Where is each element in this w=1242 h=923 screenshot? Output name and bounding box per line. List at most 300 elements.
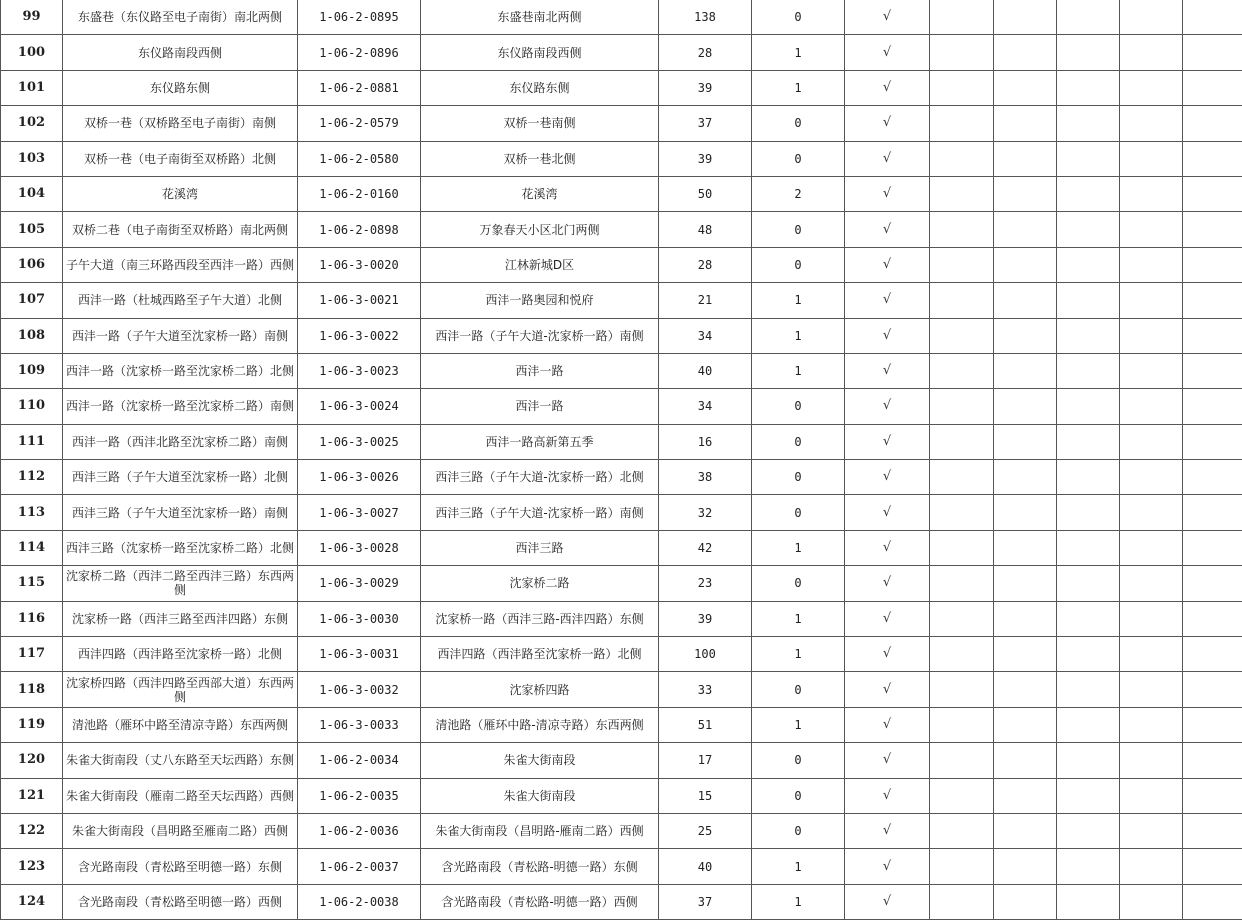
location-cell: 花溪湾: [421, 176, 659, 211]
value-cell: 1: [752, 601, 845, 636]
empty-cell: [1120, 35, 1183, 70]
empty-cell: [930, 283, 994, 318]
empty-cell: [1057, 424, 1120, 459]
check-mark-cell: √: [845, 318, 930, 353]
code-cell: 1-06-2-0580: [298, 141, 421, 176]
code-cell: 1-06-2-0898: [298, 212, 421, 247]
code-cell: 1-06-3-0032: [298, 672, 421, 707]
code-cell: 1-06-2-0160: [298, 176, 421, 211]
code-cell: 1-06-3-0029: [298, 566, 421, 601]
location-cell: 双桥一巷南侧: [421, 106, 659, 141]
value-cell: 1: [752, 637, 845, 672]
empty-cell: [1120, 353, 1183, 388]
location-cell: 含光路南段（青松路-明德一路）东侧: [421, 849, 659, 884]
check-mark-cell: √: [845, 424, 930, 459]
check-mark-cell: √: [845, 707, 930, 742]
empty-cell: [1120, 176, 1183, 211]
road-section-cell: 沈家桥二路（西沣二路至西沣三路）东西两侧: [63, 566, 298, 601]
empty-cell: [994, 778, 1057, 813]
road-section-cell: 含光路南段（青松路至明德一路）西侧: [63, 884, 298, 919]
road-section-cell: 朱雀大街南段（昌明路至雁南二路）西侧: [63, 813, 298, 848]
row-number-cell: 123: [1, 849, 63, 884]
count-cell: 15: [659, 778, 752, 813]
empty-cell: [1183, 0, 1242, 35]
empty-cell: [1057, 849, 1120, 884]
road-section-cell: 东盛巷（东仪路至电子南街）南北两侧: [63, 0, 298, 35]
value-cell: 0: [752, 212, 845, 247]
code-cell: 1-06-3-0033: [298, 707, 421, 742]
table-row: [1, 176, 1242, 211]
row-number-cell: 114: [1, 530, 63, 565]
road-section-cell: 沈家桥四路（西沣四路至西部大道）东西两侧: [63, 672, 298, 707]
value-cell: 1: [752, 707, 845, 742]
location-cell: 沈家桥一路（西沣三路-西沣四路）东侧: [421, 601, 659, 636]
empty-cell: [1057, 70, 1120, 105]
value-cell: 0: [752, 247, 845, 282]
empty-cell: [1183, 849, 1242, 884]
empty-cell: [930, 0, 994, 35]
road-section-cell: 西沣一路（沈家桥一路至沈家桥二路）南侧: [63, 389, 298, 424]
check-mark-cell: √: [845, 212, 930, 247]
empty-cell: [930, 743, 994, 778]
code-cell: 1-06-2-0896: [298, 35, 421, 70]
count-cell: 40: [659, 353, 752, 388]
empty-cell: [1120, 106, 1183, 141]
empty-cell: [930, 212, 994, 247]
table-row: [1, 601, 1242, 636]
check-mark-cell: √: [845, 566, 930, 601]
row-number-cell: 106: [1, 247, 63, 282]
location-cell: 西沣三路: [421, 530, 659, 565]
empty-cell: [994, 707, 1057, 742]
table-row: [1, 389, 1242, 424]
empty-cell: [1183, 176, 1242, 211]
location-cell: 朱雀大街南段: [421, 743, 659, 778]
row-number-cell: 115: [1, 566, 63, 601]
empty-cell: [1183, 637, 1242, 672]
code-cell: 1-06-3-0026: [298, 460, 421, 495]
table-row: [1, 884, 1242, 919]
empty-cell: [1183, 813, 1242, 848]
empty-cell: [1183, 212, 1242, 247]
value-cell: 1: [752, 849, 845, 884]
table-row: [1, 672, 1242, 707]
row-number-cell: 105: [1, 212, 63, 247]
empty-cell: [1120, 813, 1183, 848]
check-mark-cell: √: [845, 813, 930, 848]
table-row: [1, 212, 1242, 247]
empty-cell: [1057, 707, 1120, 742]
empty-cell: [994, 353, 1057, 388]
code-cell: 1-06-3-0022: [298, 318, 421, 353]
empty-cell: [1057, 141, 1120, 176]
table-body: [1, 0, 1242, 920]
empty-cell: [994, 106, 1057, 141]
row-number-cell: 101: [1, 70, 63, 105]
empty-cell: [1120, 743, 1183, 778]
location-cell: 东盛巷南北两侧: [421, 0, 659, 35]
table-row: [1, 530, 1242, 565]
empty-cell: [1057, 637, 1120, 672]
count-cell: 28: [659, 35, 752, 70]
check-mark-cell: √: [845, 672, 930, 707]
empty-cell: [1120, 70, 1183, 105]
empty-cell: [1120, 601, 1183, 636]
table-row: [1, 495, 1242, 530]
road-section-cell: 清池路（雁环中路至清凉寺路）东西两侧: [63, 707, 298, 742]
check-mark-cell: √: [845, 70, 930, 105]
count-cell: 37: [659, 884, 752, 919]
location-cell: 沈家桥四路: [421, 672, 659, 707]
value-cell: 0: [752, 389, 845, 424]
empty-cell: [994, 813, 1057, 848]
code-cell: 1-06-2-0579: [298, 106, 421, 141]
table-row: [1, 35, 1242, 70]
empty-cell: [930, 813, 994, 848]
empty-cell: [994, 35, 1057, 70]
road-section-cell: 双桥二巷（电子南街至双桥路）南北两侧: [63, 212, 298, 247]
count-cell: 25: [659, 813, 752, 848]
empty-cell: [1057, 247, 1120, 282]
row-number-cell: 109: [1, 353, 63, 388]
empty-cell: [994, 672, 1057, 707]
table-row: [1, 247, 1242, 282]
row-number-cell: 108: [1, 318, 63, 353]
location-cell: 万象春天小区北门两侧: [421, 212, 659, 247]
empty-cell: [1183, 35, 1242, 70]
empty-cell: [1057, 672, 1120, 707]
count-cell: 50: [659, 176, 752, 211]
empty-cell: [994, 389, 1057, 424]
empty-cell: [994, 0, 1057, 35]
code-cell: 1-06-3-0020: [298, 247, 421, 282]
check-mark-cell: √: [845, 0, 930, 35]
empty-cell: [1183, 601, 1242, 636]
location-cell: 双桥一巷北侧: [421, 141, 659, 176]
road-section-cell: 西沣一路（西沣北路至沈家桥二路）南侧: [63, 424, 298, 459]
check-mark-cell: √: [845, 141, 930, 176]
row-number-cell: 107: [1, 283, 63, 318]
empty-cell: [1183, 283, 1242, 318]
check-mark-cell: √: [845, 849, 930, 884]
empty-cell: [1057, 283, 1120, 318]
count-cell: 42: [659, 530, 752, 565]
value-cell: 0: [752, 813, 845, 848]
empty-cell: [994, 566, 1057, 601]
empty-cell: [994, 70, 1057, 105]
value-cell: 1: [752, 884, 845, 919]
count-cell: 34: [659, 318, 752, 353]
code-cell: 1-06-3-0031: [298, 637, 421, 672]
empty-cell: [930, 247, 994, 282]
check-mark-cell: √: [845, 35, 930, 70]
code-cell: 1-06-2-0881: [298, 70, 421, 105]
empty-cell: [930, 707, 994, 742]
check-mark-cell: √: [845, 353, 930, 388]
empty-cell: [1120, 672, 1183, 707]
empty-cell: [1120, 707, 1183, 742]
count-cell: 28: [659, 247, 752, 282]
road-section-cell: 西沣三路（沈家桥一路至沈家桥二路）北侧: [63, 530, 298, 565]
empty-cell: [930, 106, 994, 141]
empty-cell: [930, 884, 994, 919]
row-number-cell: 124: [1, 884, 63, 919]
table-row: [1, 460, 1242, 495]
row-number-cell: 102: [1, 106, 63, 141]
empty-cell: [1120, 424, 1183, 459]
check-mark-cell: √: [845, 495, 930, 530]
empty-cell: [1120, 849, 1183, 884]
empty-cell: [1120, 530, 1183, 565]
empty-cell: [994, 176, 1057, 211]
road-section-cell: 东仪路南段西侧: [63, 35, 298, 70]
empty-cell: [994, 212, 1057, 247]
empty-cell: [994, 849, 1057, 884]
road-section-cell: 沈家桥一路（西沣三路至西沣四路）东侧: [63, 601, 298, 636]
count-cell: 33: [659, 672, 752, 707]
count-cell: 37: [659, 106, 752, 141]
empty-cell: [994, 283, 1057, 318]
empty-cell: [994, 460, 1057, 495]
value-cell: 1: [752, 353, 845, 388]
empty-cell: [1057, 176, 1120, 211]
code-cell: 1-06-3-0024: [298, 389, 421, 424]
empty-cell: [1120, 283, 1183, 318]
code-cell: 1-06-2-0037: [298, 849, 421, 884]
empty-cell: [1183, 530, 1242, 565]
code-cell: 1-06-2-0038: [298, 884, 421, 919]
count-cell: 16: [659, 424, 752, 459]
location-cell: 西沣三路（子午大道-沈家桥一路）北侧: [421, 460, 659, 495]
table-row: [1, 707, 1242, 742]
code-cell: 1-06-3-0030: [298, 601, 421, 636]
empty-cell: [930, 495, 994, 530]
empty-cell: [930, 70, 994, 105]
empty-cell: [930, 353, 994, 388]
value-cell: 0: [752, 460, 845, 495]
code-cell: 1-06-2-0895: [298, 0, 421, 35]
road-section-cell: 朱雀大街南段（雁南二路至天坛西路）西侧: [63, 778, 298, 813]
row-number-cell: 113: [1, 495, 63, 530]
empty-cell: [1057, 353, 1120, 388]
empty-cell: [930, 318, 994, 353]
empty-cell: [1183, 743, 1242, 778]
code-cell: 1-06-2-0035: [298, 778, 421, 813]
row-number-cell: 116: [1, 601, 63, 636]
road-section-cell: 西沣一路（杜城西路至子午大道）北侧: [63, 283, 298, 318]
road-section-cell: 西沣三路（子午大道至沈家桥一路）南侧: [63, 495, 298, 530]
count-cell: 100: [659, 637, 752, 672]
check-mark-cell: √: [845, 176, 930, 211]
table-row: [1, 283, 1242, 318]
code-cell: 1-06-3-0025: [298, 424, 421, 459]
empty-cell: [930, 637, 994, 672]
empty-cell: [930, 35, 994, 70]
count-cell: 39: [659, 141, 752, 176]
count-cell: 39: [659, 601, 752, 636]
count-cell: 23: [659, 566, 752, 601]
check-mark-cell: √: [845, 743, 930, 778]
check-mark-cell: √: [845, 247, 930, 282]
road-section-cell: 西沣三路（子午大道至沈家桥一路）北侧: [63, 460, 298, 495]
road-section-cell: 西沣一路（子午大道至沈家桥一路）南侧: [63, 318, 298, 353]
empty-cell: [1057, 318, 1120, 353]
empty-cell: [1183, 495, 1242, 530]
empty-cell: [1183, 353, 1242, 388]
empty-cell: [1120, 495, 1183, 530]
value-cell: 0: [752, 743, 845, 778]
empty-cell: [994, 424, 1057, 459]
empty-cell: [1120, 389, 1183, 424]
empty-cell: [994, 743, 1057, 778]
empty-cell: [1120, 778, 1183, 813]
count-cell: 17: [659, 743, 752, 778]
check-mark-cell: √: [845, 601, 930, 636]
table-row: [1, 566, 1242, 601]
empty-cell: [1057, 601, 1120, 636]
empty-cell: [1120, 247, 1183, 282]
empty-cell: [994, 495, 1057, 530]
row-number-cell: 120: [1, 743, 63, 778]
table-row: [1, 353, 1242, 388]
location-cell: 含光路南段（青松路-明德一路）西侧: [421, 884, 659, 919]
location-cell: 朱雀大街南段（昌明路-雁南二路）西侧: [421, 813, 659, 848]
row-number-cell: 117: [1, 637, 63, 672]
value-cell: 0: [752, 672, 845, 707]
empty-cell: [994, 318, 1057, 353]
empty-cell: [1057, 389, 1120, 424]
empty-cell: [930, 601, 994, 636]
empty-cell: [930, 849, 994, 884]
count-cell: 51: [659, 707, 752, 742]
row-number-cell: 99: [1, 0, 63, 35]
code-cell: 1-06-2-0036: [298, 813, 421, 848]
table-row: [1, 849, 1242, 884]
count-cell: 48: [659, 212, 752, 247]
empty-cell: [1183, 778, 1242, 813]
location-cell: 江林新城D区: [421, 247, 659, 282]
empty-cell: [1120, 566, 1183, 601]
table-row: [1, 778, 1242, 813]
value-cell: 0: [752, 566, 845, 601]
location-cell: 东仪路东侧: [421, 70, 659, 105]
location-cell: 西沣三路（子午大道-沈家桥一路）南侧: [421, 495, 659, 530]
row-number-cell: 111: [1, 424, 63, 459]
code-cell: 1-06-3-0023: [298, 353, 421, 388]
location-cell: 沈家桥二路: [421, 566, 659, 601]
value-cell: 0: [752, 778, 845, 813]
empty-cell: [1057, 212, 1120, 247]
code-cell: 1-06-3-0028: [298, 530, 421, 565]
road-section-cell: 子午大道（南三环路西段至西沣一路）西侧: [63, 247, 298, 282]
empty-cell: [1120, 460, 1183, 495]
check-mark-cell: √: [845, 283, 930, 318]
road-section-cell: 西沣一路（沈家桥一路至沈家桥二路）北侧: [63, 353, 298, 388]
row-number-cell: 119: [1, 707, 63, 742]
value-cell: 0: [752, 495, 845, 530]
empty-cell: [994, 530, 1057, 565]
empty-cell: [930, 566, 994, 601]
location-cell: 东仪路南段西侧: [421, 35, 659, 70]
table-row: [1, 141, 1242, 176]
empty-cell: [930, 141, 994, 176]
empty-cell: [994, 637, 1057, 672]
empty-cell: [930, 460, 994, 495]
row-number-cell: 104: [1, 176, 63, 211]
value-cell: 0: [752, 424, 845, 459]
empty-cell: [1183, 106, 1242, 141]
empty-cell: [1183, 707, 1242, 742]
empty-cell: [930, 176, 994, 211]
check-mark-cell: √: [845, 884, 930, 919]
table-row: [1, 106, 1242, 141]
table-row: [1, 424, 1242, 459]
empty-cell: [1057, 106, 1120, 141]
count-cell: 39: [659, 70, 752, 105]
road-section-cell: 东仪路东侧: [63, 70, 298, 105]
empty-cell: [1183, 884, 1242, 919]
value-cell: 2: [752, 176, 845, 211]
empty-cell: [1183, 318, 1242, 353]
empty-cell: [1183, 247, 1242, 282]
count-cell: 40: [659, 849, 752, 884]
count-cell: 138: [659, 0, 752, 35]
empty-cell: [994, 141, 1057, 176]
code-cell: 1-06-3-0027: [298, 495, 421, 530]
empty-cell: [930, 424, 994, 459]
row-number-cell: 118: [1, 672, 63, 707]
empty-cell: [1183, 672, 1242, 707]
empty-cell: [1057, 566, 1120, 601]
empty-cell: [1057, 884, 1120, 919]
empty-cell: [1057, 530, 1120, 565]
empty-cell: [930, 389, 994, 424]
value-cell: 1: [752, 283, 845, 318]
empty-cell: [930, 672, 994, 707]
empty-cell: [1057, 743, 1120, 778]
road-section-cell: 含光路南段（青松路至明德一路）东侧: [63, 849, 298, 884]
empty-cell: [994, 247, 1057, 282]
check-mark-cell: √: [845, 637, 930, 672]
location-cell: 西沣一路奥园和悦府: [421, 283, 659, 318]
road-section-cell: 朱雀大街南段（丈八东路至天坛西路）东侧: [63, 743, 298, 778]
empty-cell: [1183, 70, 1242, 105]
empty-cell: [930, 778, 994, 813]
empty-cell: [994, 884, 1057, 919]
empty-cell: [1057, 460, 1120, 495]
table-row: [1, 0, 1242, 35]
empty-cell: [1057, 0, 1120, 35]
row-number-cell: 110: [1, 389, 63, 424]
location-cell: 西沣一路: [421, 389, 659, 424]
empty-cell: [930, 530, 994, 565]
empty-cell: [1120, 318, 1183, 353]
code-cell: 1-06-3-0021: [298, 283, 421, 318]
row-number-cell: 100: [1, 35, 63, 70]
empty-cell: [1120, 637, 1183, 672]
empty-cell: [1057, 813, 1120, 848]
empty-cell: [1183, 389, 1242, 424]
check-mark-cell: √: [845, 389, 930, 424]
location-cell: 西沣一路: [421, 353, 659, 388]
count-cell: 34: [659, 389, 752, 424]
value-cell: 0: [752, 106, 845, 141]
location-cell: 西沣一路（子午大道-沈家桥一路）南侧: [421, 318, 659, 353]
table-row: [1, 743, 1242, 778]
road-section-cell: 花溪湾: [63, 176, 298, 211]
table-row: [1, 813, 1242, 848]
check-mark-cell: √: [845, 530, 930, 565]
